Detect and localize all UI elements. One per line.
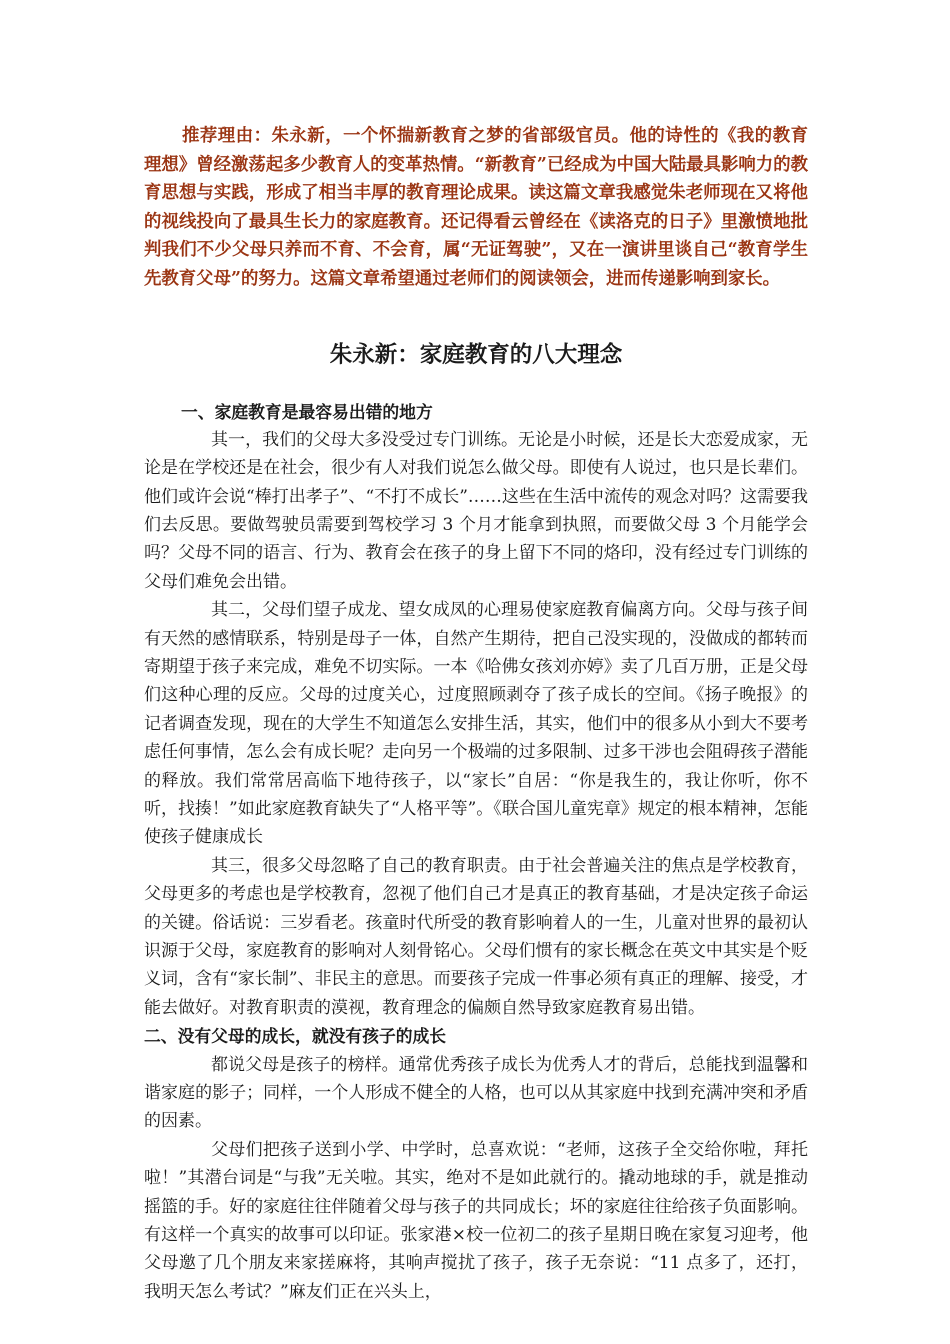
document-page (144, 122, 808, 1306)
body-paragraph: 都说父母是孩子的榜样。通常优秀孩子成长为优秀人才的背后，总能找到温馨和谐家庭的影子；同样，一个人形成不健全的人格，也可以从其家庭中找到充满冲突和矛盾的因素。 (144, 1054, 808, 1132)
section-heading: 二、没有父母的成长，就没有孩子的成长 (144, 1026, 447, 1047)
body-paragraph: 其二，父母们望子成龙、望女成凤的心理易使家庭教育偏离方向。父母与孩子间有天然的感情联系，特别是母子一体，自然产生期待，把自己没实现的，没做成的都转而寄期望于孩子来完成，难免不切实际。一本《哈佛女孩刘亦婷》卖了几百万册，正是父母们这种心理的反应。父母的过度关心，过度照顾剥夺了孩子成长的空间。《扬子晚报》的记者调查发现，现在的大学生不知道怎么安排生活，其实，他们中的很多从小到大不要考虑任何事情，怎么会有成长呢？走向另一个极端的过多限制、过多干涉也会阻碍孩子潜能的释放。我们常常居高临下地待孩子，以“家长”自居：“你是我生的，我让你听，你不听，找揍！”如此家庭教育缺失了“人格平等”。《联合国儿童宪章》规定的根本精神，怎能使孩子健康成长 (144, 600, 808, 848)
section-1 (144, 398, 808, 1023)
body-paragraph: 其三，很多父母忽略了自己的教育职责。由于社会普遍关注的焦点是学校教育，父母更多的考虑也是学校教育，忽视了他们自己才是真正的教育基础，才是决定孩子命运的关键。俗话说：三岁看老。孩童时代所受的教育影响着人的一生，儿童对世界的最初认识源于父母，家庭教育的影响对人刻骨铭心。父母们惯有的家长概念在英文中其实是个贬义词，含有“家长制”、非民主的意思。而要孩子完成一件事必须有真正的理解、接受，才能去做好。对教育职责的漠视，教育理念的偏颇自然导致家庭教育易出错。 (144, 855, 808, 1018)
body-paragraph: 父母们把孩子送到小学、中学时，总喜欢说：“老师，这孩子全交给你啦，拜托啦！”其潜台词是“与我”无关啦。其实，绝对不是如此就行的。撬动地球的手，就是推动摇篮的手。好的家庭往往伴随着父母与孩子的共同成长；坏的家庭往往给孩子负面影响。有这样一个真实的故事可以印证。张家港×校一位初二的孩子星期日晚在家复习迎考，他父母邀了几个朋友来家搓麻将，其响声搅扰了孩子，孩子无奈说：“11 点多了，还打，我明天怎么考试？”麻友们正在兴头上， (144, 1139, 808, 1302)
section-heading: 一、家庭教育是最容易出错的地方 (181, 401, 433, 422)
section-2 (144, 1022, 808, 1306)
document-title: 朱永新：家庭教育的八大理念 (329, 341, 623, 368)
body-paragraph: 其一，我们的父母大多没受过专门训练。无论是小时候，还是长大恋爱成家，无论是在学校还是在社会，很少有人对我们说怎么做父母。即使有人说过，也只是长辈们。他们或许会说“棒打出孝子”、“不打不成长”……这些在生活中流传的观念对吗？这需要我们去反思。要做驾驶员需要到驾校学习 3 个月才能拿到执照，而要做父母 3 个月能学会吗？父母不同的语言、行为、教育会在孩子的身上留下不同的烙印，没有经过专门训练的父母们难免会出错。 (144, 429, 808, 592)
recommendation-paragraph: 推荐理由：朱永新，一个怀揣新教育之梦的省部级官员。他的诗性的《我的教育理想》曾经激荡起多少教育人的变革热情。“新教育”已经成为中国大陆最具影响力的教育思想与实践，形成了相当丰厚的教育理论成果。读这篇文章我感觉朱老师现在又将他的视线投向了最具生长力的家庭教育。还记得看云曾经在《读洛克的日子》里激愤地批判我们不少父母只养而不育、不会育，属“无证驾驶”，又在一演讲里谈自己“教育学生先教育父母”的努力。这篇文章希望通过老师们的阅读领会，进而传递影响到家长。 (144, 126, 808, 289)
